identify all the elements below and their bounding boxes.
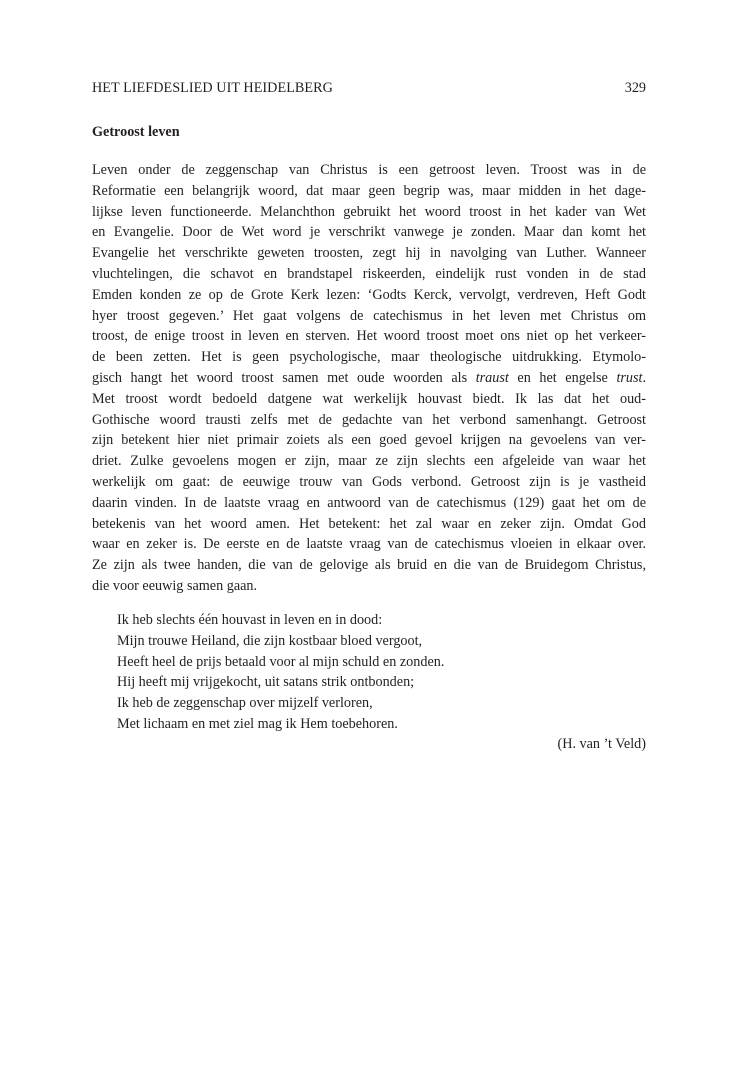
poem-line: Ik heb slechts één houvast in leven en in dood:	[117, 612, 383, 628]
paragraph-line: waar en zeker is. De eerste en de laatste vraag van de catechismus vloeien in elkaar over.	[92, 536, 646, 553]
section-heading: Getroost leven	[92, 124, 180, 140]
paragraph-line-last: die voor eeuwig samen gaan.	[92, 577, 258, 594]
poem-attribution: (H. van ’t Veld)	[557, 736, 646, 752]
paragraph-line: Met troost wordt bedoeld datgene wat werkelijk houvast biedt. Ik las dat het oud-	[92, 390, 646, 407]
paragraph-line: betekenis van het woord amen. Het betekent: het zal waar en zeker zijn. Omdat God	[92, 515, 646, 532]
poem-line: Hij heeft mij vrijgekocht, uit satans strik ontbonden;	[117, 674, 415, 691]
poem-block	[117, 610, 646, 735]
paragraph-line-with-italics	[92, 368, 646, 389]
poem-line: Heeft heel de prijs betaald voor al mijn schuld en zonden.	[117, 653, 445, 670]
paragraph-line: Leven onder de zeggenschap van Christus is een getroost leven. Troost was in de	[92, 162, 646, 178]
paragraph-line: Reformatie een belangrijk woord, dat maar geen begrip was, maar midden in het dage-	[92, 182, 646, 199]
running-head-title: HET LIEFDESLIED UIT HEIDELBERG	[92, 80, 333, 96]
italic-word-traust: traust	[475, 369, 509, 386]
page-number: 329	[624, 80, 646, 96]
paragraph-line: troost, de enige troost in leven en sterven. Het woord troost moet ons niet op het verkeer-	[92, 328, 646, 345]
body-paragraph	[92, 160, 646, 597]
text-segment: gisch hangt het woord troost samen met oude woorden als	[92, 369, 476, 386]
paragraph-line: vluchtelingen, die schavot en brandstapel riskeerden, eindelijk rust vonden in de stad	[92, 265, 646, 282]
paragraph-line: werkelijk om gaat: de eeuwige trouw van Gods verbond. Getroost zijn is je vastheid	[92, 473, 646, 490]
paragraph-line: zijn betekent hier niet primair zoiets als een goed gevoel krijgen na gevoelens van ver-	[92, 432, 646, 449]
paragraph-line: Ze zijn als twee handen, die van de gelovige als bruid en die van de Bruidegom Christus,	[92, 557, 646, 574]
paragraph-line: de been zetten. Het is geen psychologische, maar theologische uitdrukking. Etymolo-	[92, 349, 646, 366]
paragraph-line: lijkse leven functioneerde. Melanchthon gebruikt het woord troost in het kader van Wet	[92, 203, 646, 220]
poem-line: Ik heb de zeggenschap over mijzelf verloren,	[117, 695, 373, 712]
paragraph-line: driet. Zulke gevoelens mogen er zijn, maar ze zijn slechts een afgeleide van waar het	[92, 453, 646, 470]
poem-line: Met lichaam en met ziel mag ik Hem toebehoren.	[117, 715, 398, 732]
paragraph-line: Gothische woord trausti zelfs met de gedachte van het verbond samenhangt. Getroost	[92, 411, 646, 428]
text-segment: .	[642, 369, 647, 386]
paragraph-line: daarin vinden. In de laatste vraag en antwoord van de catechismus (129) gaat het om de	[92, 494, 646, 511]
paragraph-line: hyer troost gegeven.’ Het gaat volgens de catechismus in het leven met Christus om	[92, 307, 646, 324]
paragraph-line: Emden konden ze op de Grote Kerk lezen: ‘Godts Kerck, vervolgt, verdreven, Heft Godt	[92, 286, 646, 303]
text-segment: en het engelse	[508, 369, 617, 386]
poem-line: Mijn trouwe Heiland, die zijn kostbaar bloed vergoot,	[117, 632, 423, 649]
paragraph-line: en Evangelie. Door de Wet word je verschrikt vanwege je zonden. Maar dan komt het	[92, 224, 646, 241]
paragraph-line: Evangelie het verschrikte geweten troosten, zegt hij in navolging van Luther. Wanneer	[92, 245, 646, 262]
italic-word-trust: trust	[616, 369, 643, 386]
